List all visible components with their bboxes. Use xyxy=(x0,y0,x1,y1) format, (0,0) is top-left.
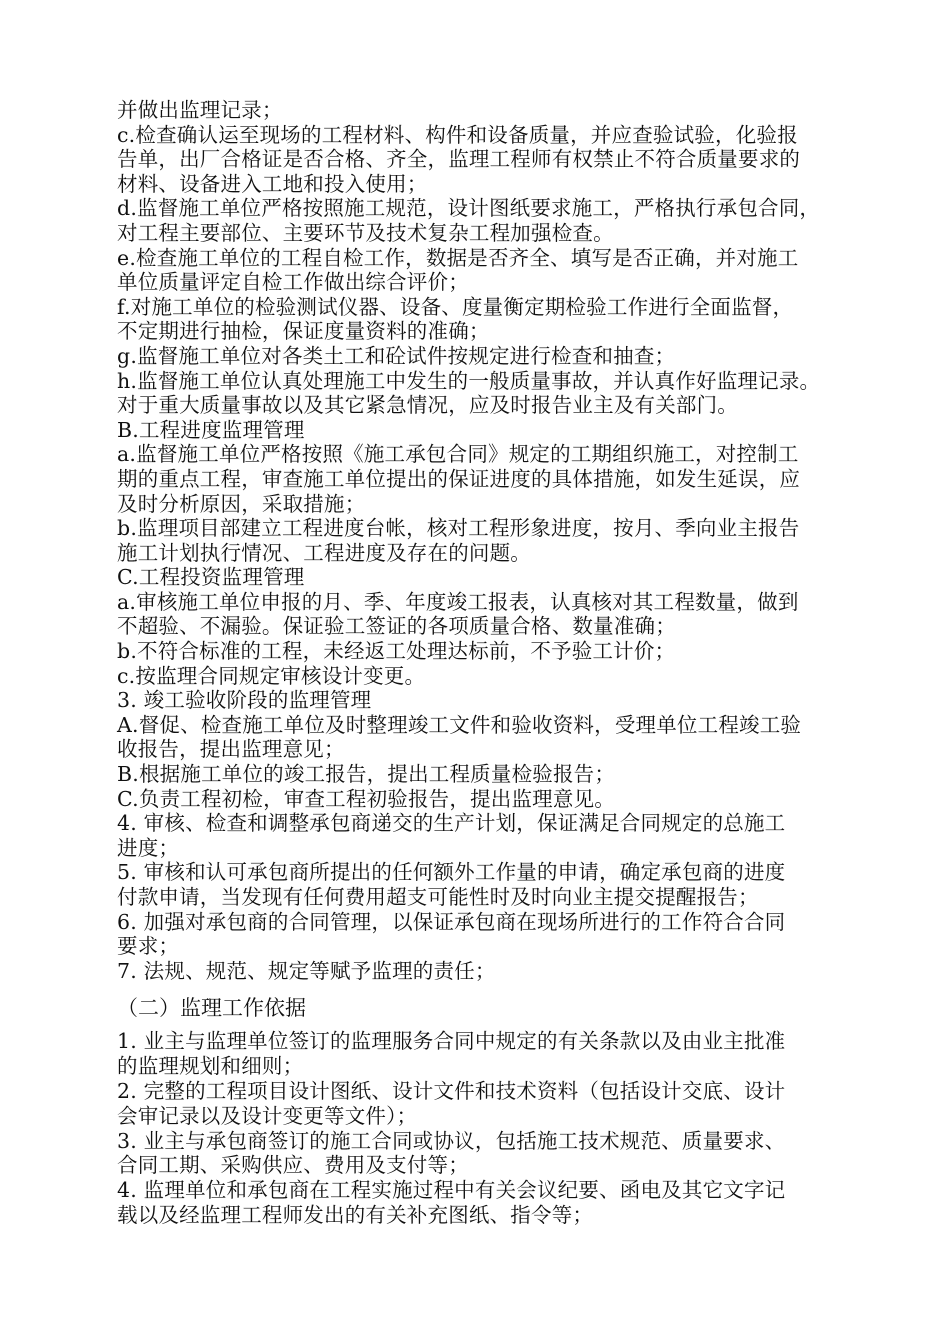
text-line: b.不符合标准的工程，未经返工处理达标前，不予验工计价； xyxy=(117,639,676,664)
text-line: h.监督施工单位认真处理施工中发生的一般质量事故，并认真作好监理记录。 xyxy=(117,368,821,393)
text-line: 合同工期、采购供应、费用及支付等； xyxy=(117,1153,469,1178)
text-line: 告单，出厂合格证是否合格、齐全，监理工程师有权禁止不符合质量要求的 xyxy=(117,147,801,172)
text-line: 2. 完整的工程项目设计图纸、设计文件和技术资料（包括设计交底、设计 xyxy=(117,1078,786,1103)
text-line: 材料、设备进入工地和投入使用； xyxy=(117,171,428,196)
text-line: 对于重大质量事故以及其它紧急情况，应及时报告业主及有关部门。 xyxy=(117,393,738,418)
text-line: 4. 监理单位和承包商在工程实施过程中有关会议纪要、函电及其它文字记 xyxy=(117,1178,786,1203)
text-line: 收报告，提出监理意见； xyxy=(117,737,345,762)
text-line: c.按监理合同规定审核设计变更。 xyxy=(117,663,426,688)
text-line: a.监督施工单位严格按照《施工承包合同》规定的工期组织施工，对控制工 xyxy=(117,442,799,467)
text-line: f.对施工单位的检验测试仪器、设备、度量衡定期检验工作进行全面监督， xyxy=(117,294,794,319)
text-line: 不定期进行抽检，保证度量资料的准确； xyxy=(117,319,490,344)
text-line: 不超验、不漏验。保证验工签证的各项质量合格、数量准确； xyxy=(117,614,676,639)
text-line: 期的重点工程，审查施工单位提出的保证进度的具体措施，如发生延误，应 xyxy=(117,466,801,491)
text-line: g.监督施工单位对各类土工和砼试件按规定进行检查和抽查； xyxy=(117,343,676,368)
text-line: 要求； xyxy=(117,934,180,959)
text-line: 5. 审核和认可承包商所提出的任何额外工作量的申请，确定承包商的进度 xyxy=(117,860,786,885)
text-block-1 xyxy=(117,98,867,983)
text-line: 载以及经监理工程师发出的有关补充图纸、指令等； xyxy=(117,1202,594,1227)
text-line: B.根据施工单位的竣工报告，提出工程质量检验报告； xyxy=(117,762,616,787)
document-body xyxy=(117,98,867,1228)
text-line: 进度； xyxy=(117,835,180,860)
subsection-title: B.工程进度监理管理 xyxy=(117,417,305,442)
text-line: 的监理规划和细则； xyxy=(117,1054,304,1079)
subsection-title: C.工程投资监理管理 xyxy=(117,565,305,590)
text-line: 6. 加强对承包商的合同管理，以保证承包商在现场所进行的工作符合合同 xyxy=(117,909,786,934)
text-line: 并做出监理记录； xyxy=(117,98,283,122)
text-line: 3. 业主与承包商签订的施工合同或协议，包括施工技术规范、质量要求、 xyxy=(117,1128,786,1153)
text-line: 4. 审核、检查和调整承包商递交的生产计划，保证满足合同规定的总施工 xyxy=(117,811,786,836)
text-line: 7. 法规、规范、规定等赋予监理的责任； xyxy=(117,958,496,983)
section-heading: （二）监理工作依据 xyxy=(117,996,306,1021)
text-line: 单位质量评定自检工作做出综合评价； xyxy=(117,270,469,295)
text-line: d.监督施工单位严格按照施工规范，设计图纸要求施工，严格执行承包合同， xyxy=(117,196,821,221)
text-line: c.检查确认运至现场的工程材料、构件和设备质量，并应查验试验，化验报 xyxy=(117,122,798,147)
text-line: e.检查施工单位的工程自检工作，数据是否齐全、填写是否正确，并对施工 xyxy=(117,245,799,270)
text-line: b.监理项目部建立工程进度台帐，核对工程形象进度，按月、季向业主报告 xyxy=(117,516,800,541)
text-line: A.督促、检查施工单位及时整理竣工文件和验收资料，受理单位工程竣工验 xyxy=(117,712,802,737)
text-line: 及时分析原因，采取措施； xyxy=(117,491,366,516)
text-line: 会审记录以及设计变更等文件）； xyxy=(117,1103,418,1128)
text-line: 付款申请，当发现有任何费用超支可能性时及时向业主提交提醒报告； xyxy=(117,885,759,909)
text-line: 对工程主要部位、主要环节及技术复杂工程加强检查。 xyxy=(117,220,614,245)
text-block-2 xyxy=(117,1029,867,1227)
text-line: C.负责工程初检，审查工程初验报告，提出监理意见。 xyxy=(117,786,615,811)
subsection-title: 3. 竣工验收阶段的监理管理 xyxy=(117,688,372,713)
text-line: 1. 业主与监理单位签订的监理服务合同中规定的有关条款以及由业主批准 xyxy=(117,1029,786,1054)
text-line: 施工计划执行情况、工程进度及存在的问题。 xyxy=(117,540,531,565)
text-line: a.审核施工单位申报的月、季、年度竣工报表，认真核对其工程数量，做到 xyxy=(117,589,799,614)
